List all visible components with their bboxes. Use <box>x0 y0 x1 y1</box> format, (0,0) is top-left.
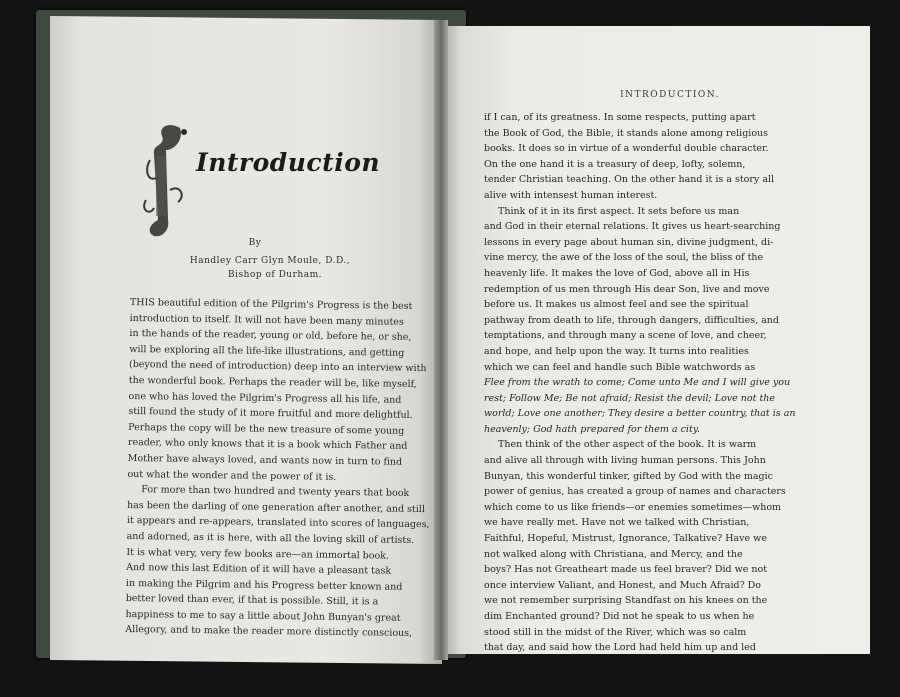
text-line: happiness to me to say a little about John Bunyan's great <box>125 608 401 624</box>
text-line: Faithful, Hopeful, Mistrust, Ignorance, Talkative? Have we <box>484 533 767 545</box>
text-line: boys? Has not Greatheart made us feel braver? Did we not <box>484 564 768 576</box>
text-line: Flee from the wrath to come; Come unto Me and I will give you <box>484 377 791 389</box>
text-line: will be exploring all the life-like illustrations, and getting <box>129 343 405 359</box>
text-line: heavenly life. It makes the love of God, above all in His <box>484 267 750 279</box>
text-line: before us. It makes us almost feel and see the spiritual <box>484 299 749 311</box>
byline-by: By <box>248 238 262 248</box>
text-line: pathway from death to life, through dangers, difficulties, and <box>484 314 780 326</box>
text-line: Perhaps the copy will be the new treasure of some young <box>128 421 405 437</box>
text-line: For more than two hundred and twenty years that book <box>141 484 410 500</box>
text-line: Think of it in its first aspect. It sets before us man <box>498 205 740 217</box>
left-body-text <box>125 295 430 642</box>
text-line: tender Christian teaching. On the other hand it is a story all <box>484 174 775 186</box>
text-line: in the hands of the reader, young or old, before he, or she, <box>129 328 412 344</box>
text-line: dim Enchanted ground? Did not he speak to us when he <box>484 611 755 622</box>
text-line: redemption of us men through His dear Son, live and move <box>484 283 770 295</box>
text-line: And now this last Edition of it will have a pleasant task <box>126 562 392 577</box>
text-line: Bunyan, this wonderful tinker, gifted by God with the magic <box>484 470 773 482</box>
text-line: world; Love one another; They desire a better country, that is an <box>484 408 796 420</box>
text-line: On the one hand it is a treasury of deep, lofty, solemn, <box>484 158 746 170</box>
text-line: (beyond the need of introduction) deep into an interview with <box>128 359 427 375</box>
text-line: Then think of the other aspect of the book. It is warm <box>498 439 757 451</box>
text-line: power of genius, has created a group of names and characters <box>484 486 786 498</box>
text-line: lessons in every page about human sin, divine judgment, di- <box>484 236 774 248</box>
text-line: THIS beautiful edition of the Pilgrim's Progress is the best <box>129 296 413 312</box>
text-line: temptations, and through many a scene of love, and cheer, <box>484 330 767 342</box>
text-line: Mother have always loved, and wants now in turn to find <box>127 452 403 468</box>
text-line: that day, and said how the Lord had held him up and led <box>484 642 756 654</box>
text-line: Allegory, and to make the reader more distinctly conscious, <box>125 624 413 640</box>
text-line: and hope, and help upon the way. It turns into realities <box>484 345 749 357</box>
running-head: INTRODUCTION. <box>620 90 720 100</box>
text-line: not walked along with Christiana, and Mercy, and the <box>484 548 743 560</box>
text-line: and alive all through with living human persons. This John <box>484 455 766 467</box>
ornamental-initial-icon <box>140 120 195 240</box>
text-line: introduction to itself. It will not have been many minutes <box>129 312 404 328</box>
text-line: the Book of God, the Bible, it stands alone among religious <box>484 127 769 139</box>
text-line: heavenly; God hath prepared for them a city. <box>484 423 700 435</box>
text-line: books. It does so in virtue of a wonderful double character. <box>484 143 769 155</box>
text-line: It is what very, very few books are—an immortal book. <box>126 546 390 562</box>
text-line: and God in their eternal relations. It gives us heart-searching <box>484 221 781 233</box>
text-line: if I can, of its greatness. In some respects, putting apart <box>484 112 756 123</box>
text-line: stood still in the midst of the River, which was so calm <box>484 626 747 638</box>
text-line: the wonderful book. Perhaps the reader will be, like myself, <box>128 374 417 390</box>
right-body-text <box>484 110 796 656</box>
author-name: Handley Carr Glyn Moule, D.D., <box>189 256 351 266</box>
text-line: vine mercy, the awe of the loss of the soul, the bliss of the <box>484 252 764 264</box>
text-line: still found the study of it more fruitful and more delightful. <box>128 406 413 422</box>
text-line: has been the darling of one generation after another, and still <box>126 499 425 515</box>
text-line: it appears and re-appears, translated into scores of languages, <box>126 515 430 531</box>
text-line: out what the wonder and the power of it is. <box>127 468 337 483</box>
book-gutter <box>434 20 448 660</box>
text-line: better loved than ever, if that is possible. Still, it is a <box>125 593 379 608</box>
text-line: reader, who only knows that it is a book which Father and <box>127 437 408 453</box>
text-line: and adorned, as it is here, with all the loving skill of artists. <box>126 530 415 546</box>
chapter-title: Introduction <box>196 148 381 177</box>
text-line: which come to us like friends—or enemies sometimes—whom <box>484 501 782 513</box>
text-line: we not remember surprising Standfast on his knees on the <box>484 595 768 607</box>
text-line: rest; Follow Me; Be not afraid; Resist the devil; Love not the <box>484 392 776 404</box>
text-line: one who has loved the Pilgrim's Progress all his life, and <box>128 390 402 406</box>
text-line: we have really met. Have not we talked with Christian, <box>484 517 750 529</box>
text-line: once interview Valiant, and Honest, and Much Afraid? Do <box>484 579 762 591</box>
text-line: which we can feel and handle such Bible watchwords as <box>484 361 756 373</box>
text-line: alive with intensest human interest. <box>484 189 658 201</box>
author-role: Bishop of Durham. <box>228 270 322 280</box>
text-line: in making the Pilgrim and his Progress better known and <box>125 577 403 593</box>
